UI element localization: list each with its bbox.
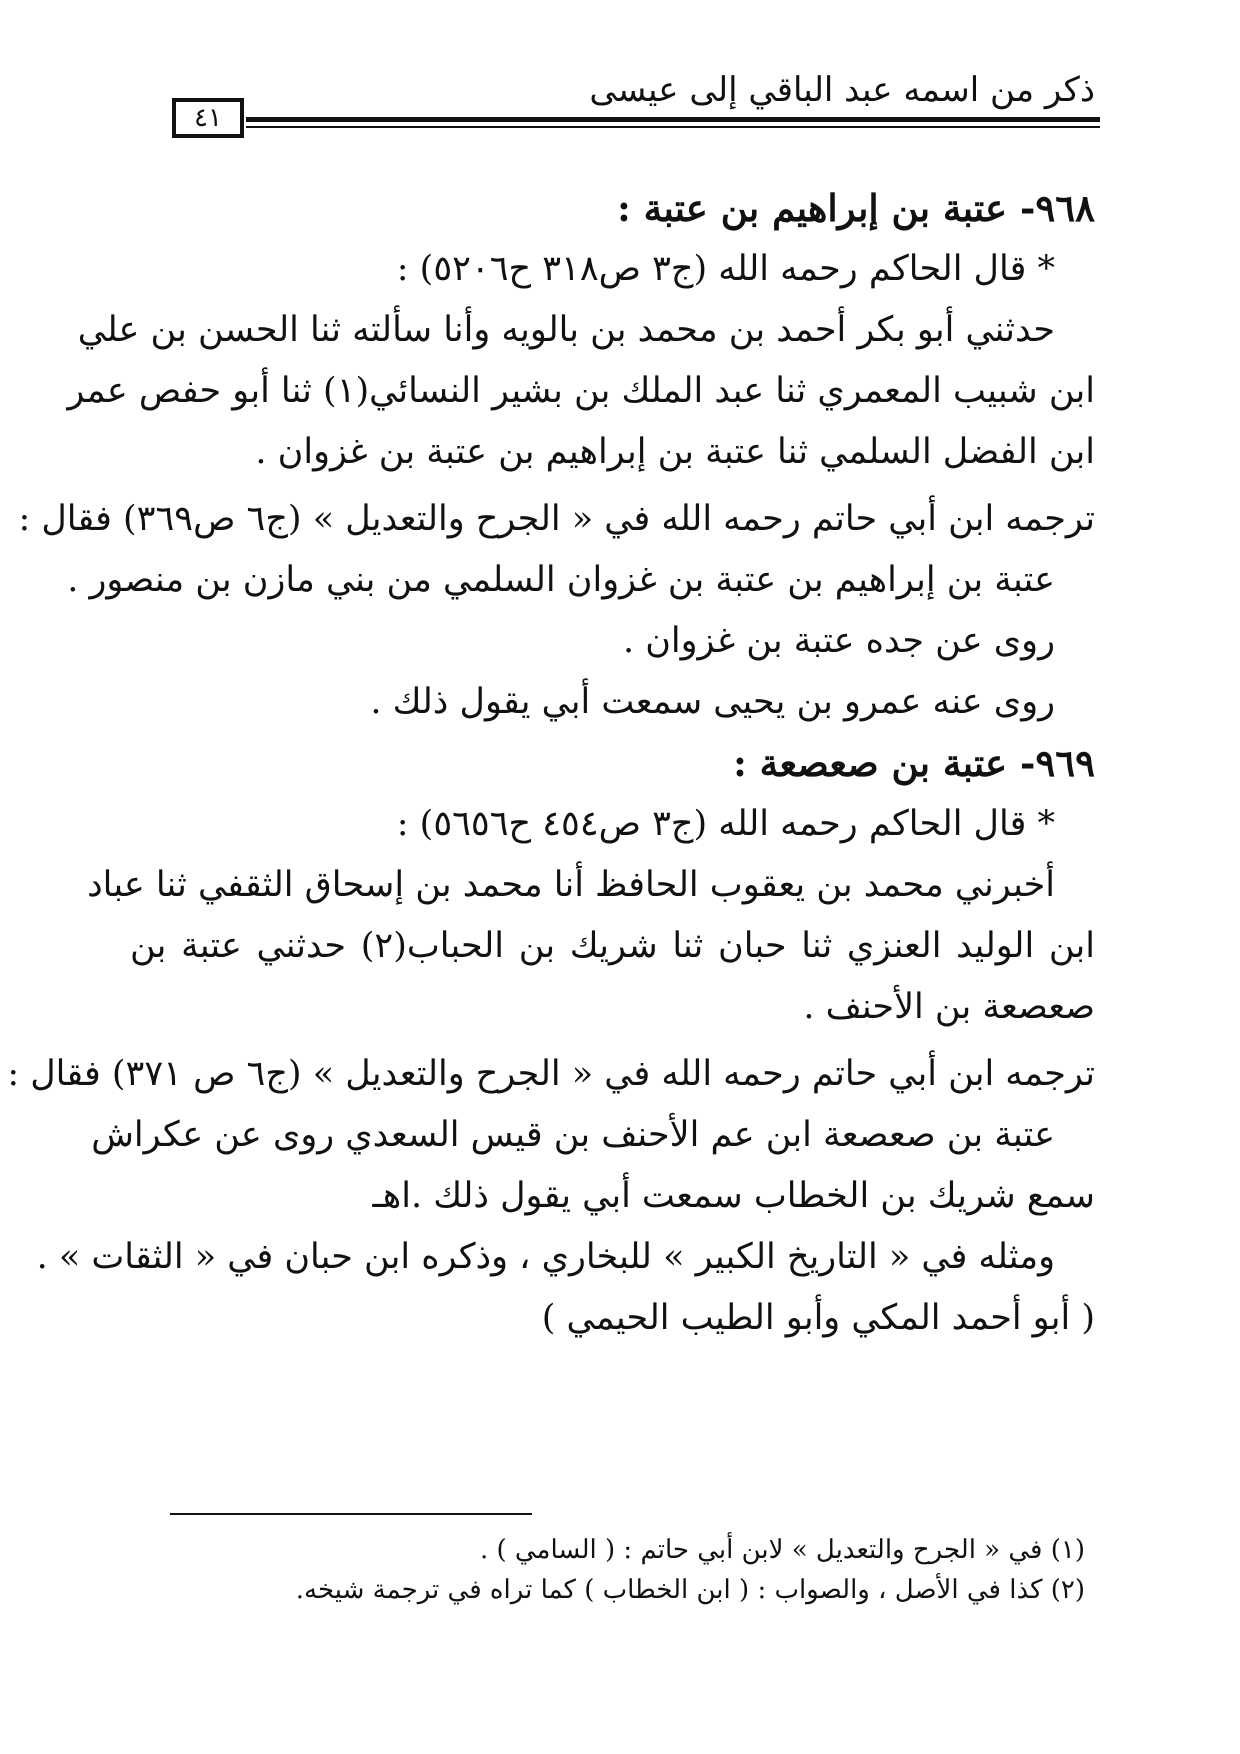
text-line: روى عن جده عتبة بن غزوان . [622,621,1055,661]
text-line: صعصعة بن الأحنف . [803,987,1095,1027]
footnotes [130,1530,1095,1610]
main-text [7,178,1095,1349]
running-header-title: ذكر من اسمه عبد الباقي إلى عيسى [589,70,1095,110]
footnote-separator [170,1513,532,1515]
source-citation: * قال الحاكم رحمه الله (ج٣ ص٤٥٤ ح٥٦٥٦) : [396,804,1055,844]
text-line: سمع شريك بن الخطاب سمعت أبي يقول ذلك .اهـ [372,1176,1095,1216]
text-line: أخبرني محمد بن يعقوب الحافظ أنا محمد بن إسحاق الثقفي ثنا عباد [87,865,1055,905]
source-citation: * قال الحاكم رحمه الله (ج٣ ص٣١٨ ح٥٢٠٦) : [396,249,1055,289]
text-line: عتبة بن إبراهيم بن عتبة بن غزوان السلمي من بني مازن بن منصور . [67,560,1055,600]
footnote-1: (١) في « الجرح والتعديل » لابن أبي حاتم : ( السامي ) . [479,1535,1085,1565]
text-line: ( أبو أحمد المكي وأبو الطيب الحيمي ) [541,1298,1095,1338]
text-line: ابن شبيب المعمري ثنا عبد الملك بن بشير النسائي(١) ثنا أبو حفص عمر [67,371,1095,411]
text-line: عتبة بن صعصعة ابن عم الأحنف بن قيس السعدي روى عن عكراش [91,1115,1055,1155]
biography-citation: ترجمه ابن أبي حاتم رحمه الله في « الجرح والتعديل » (ج٦ ص٣٦٩) فقال : [18,499,1095,539]
text-line: ابن الفضل السلمي ثنا عتبة بن إبراهيم بن عتبة بن غزوان . [255,432,1095,472]
text-line: ومثله في « التاريخ الكبير » للبخاري ، وذكره ابن حبان في « الثقات » . [36,1237,1055,1277]
text-line: روى عنه عمرو بن يحيى سمعت أبي يقول ذلك . [370,682,1055,722]
footnote-2: (٢) كذا في الأصل ، والصواب : ( ابن الخطاب ) كما تراه في ترجمة شيخه. [295,1575,1085,1605]
entry-heading-968: ٩٦٨- عتبة بن إبراهيم بن عتبة : [617,186,1095,230]
text-line: حدثني أبو بكر أحمد بن محمد بن بالويه وأنا سألته ثنا الحسن بن علي [77,310,1055,350]
page-number-box: ٤١ [172,98,244,138]
header-rule-thick [246,117,1100,122]
text-line: ابن الوليد العنزي ثنا حبان ثنا شريك بن الحباب(٢) حدثني عتبة بن [130,926,1095,966]
entry-heading-969: ٩٦٩- عتبة بن صعصعة : [733,741,1095,785]
biography-citation: ترجمه ابن أبي حاتم رحمه الله في « الجرح والتعديل » (ج٦ ص ٣٧١) فقال : [7,1054,1095,1094]
header-rule-thin [246,126,1100,128]
